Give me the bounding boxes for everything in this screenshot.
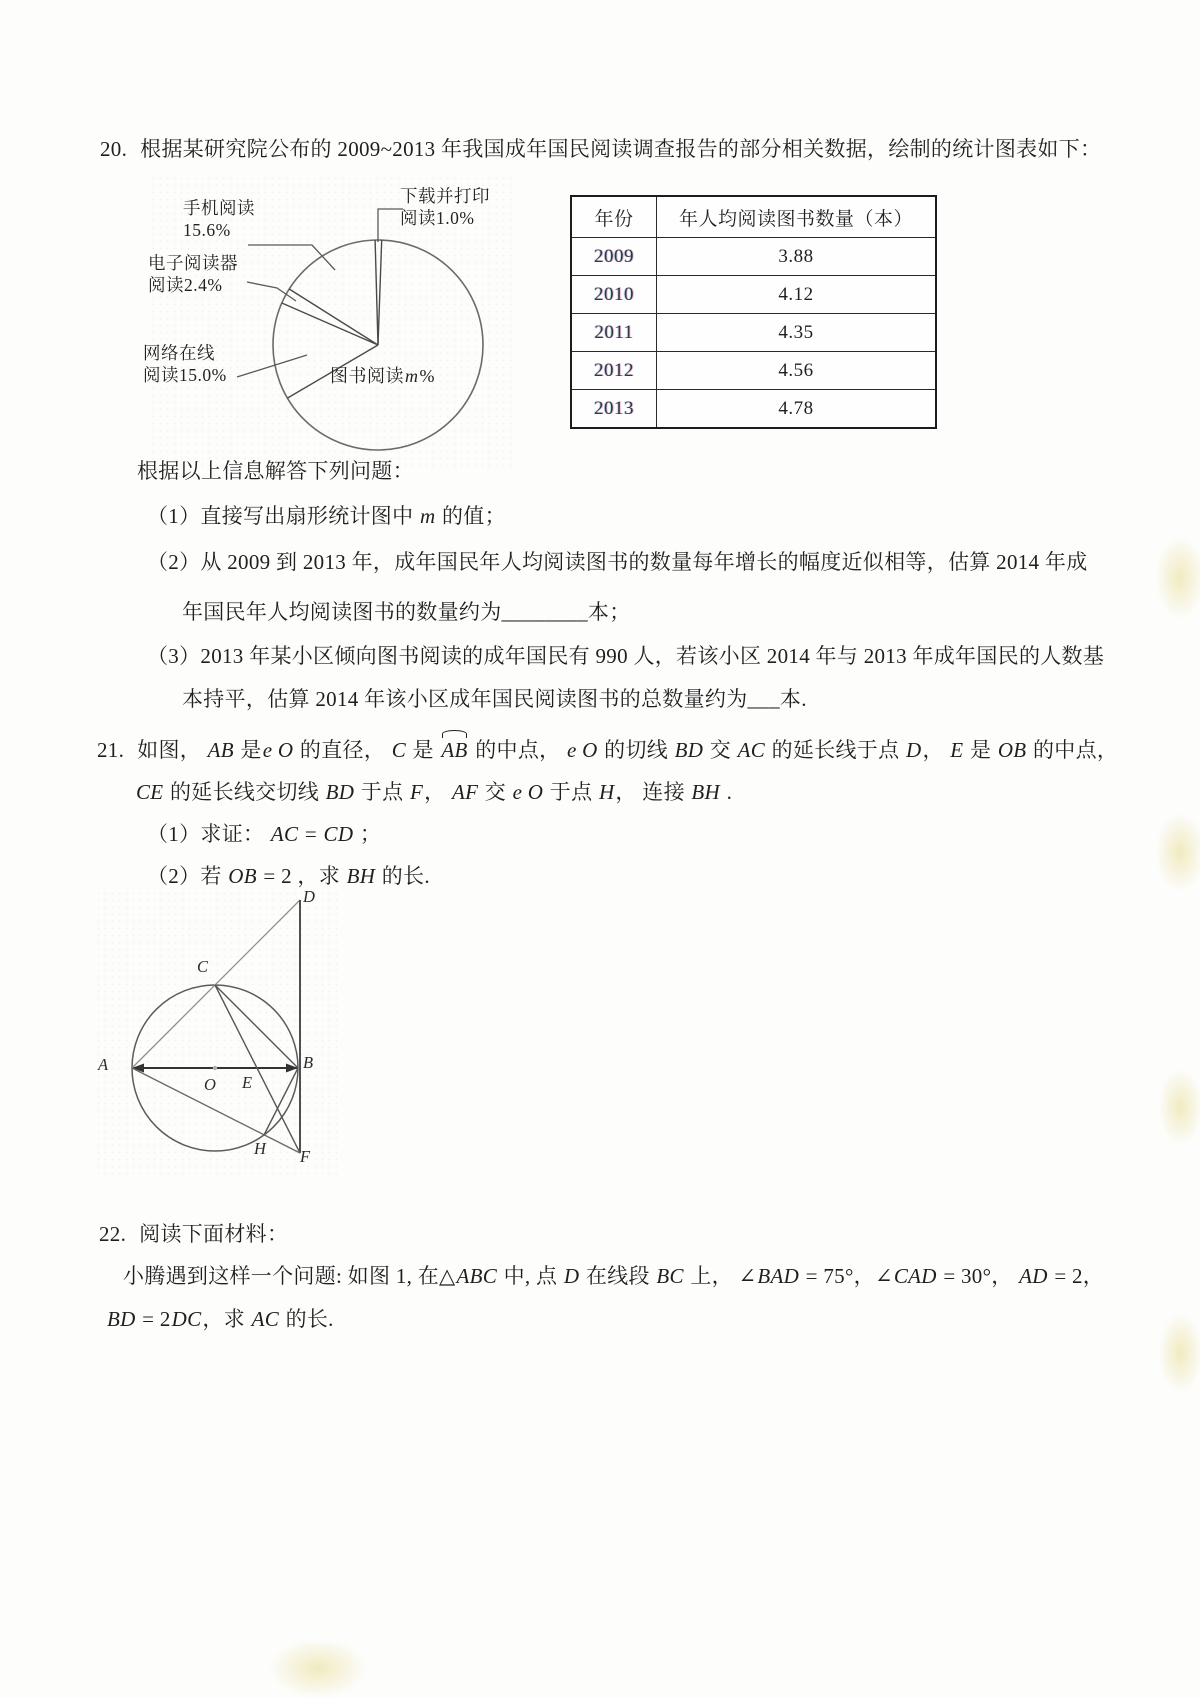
question-20-part1: （1）直接写出扇形统计图中 m 的值； [147,504,506,528]
table-row [572,237,935,275]
pie-slice-boundary [289,289,378,345]
table-header-cell: 年份 [572,197,657,237]
question-21-part1: （1）求证： AC = CD ； [147,822,382,846]
table-row [572,351,935,389]
scan-smudge [1158,1068,1200,1146]
table-row [572,389,935,427]
center-point-o [213,1066,217,1070]
table-row [572,275,935,313]
segment-bh [264,1068,298,1135]
value-cell: 4.35 [778,321,814,343]
pie-label-books: 图书阅读m% [330,366,435,386]
leader-line-mobile [248,245,335,270]
scan-smudge [1155,812,1200,892]
question-22-stem-line3: BD = 2DC，求 AC 的长. [107,1307,334,1331]
year-cell: 2010 [572,276,657,313]
value-cell: 4.78 [778,397,814,419]
chord-cb [215,985,298,1068]
question-21-part2: （2）若 OB = 2 ，求 BH 的长. [147,864,430,888]
question-20-part3-line1: （3）2013 年某小区倾向图书阅读的成年国民有 990 人，若该小区 2014 年与 2013 年成年国民的人数基 [147,644,1105,668]
point-label-o: O [204,1075,216,1094]
point-label-c: C [197,957,209,976]
question-20-part2-line1: （2）从 2009 到 2013 年，成年国民年人均阅读图书的数量每年增长的幅度近似相等，估算 2014 年成 [147,550,1088,574]
geometry-svg [90,880,320,1170]
value-cell: 4.56 [778,359,814,381]
year-cell: 2012 [572,352,657,389]
question-20-part3-line2: 本持平，估算 2014 年该小区成年国民阅读图书的总数量约为___本. [182,687,807,711]
scan-smudge [1155,535,1200,620]
point-label-f: F [300,1147,311,1166]
value-cell: 4.12 [778,283,814,305]
reading-table [570,195,937,429]
point-label-b: B [303,1053,314,1072]
pie-slice-boundary [282,303,378,345]
table-header-cell: 年人均阅读图书数量（本） [678,208,913,230]
table-header-row [572,197,935,237]
question-20-prompt: 根据以上信息解答下列问题： [137,459,414,483]
pie-label-download: 下载并打印 阅读1.0% [400,186,490,228]
question-22-stem-line2: 小腾遇到这样一个问题: 如图 1, 在△ABC 中, 点 D 在线段 BC 上， ∠BAD = 75°，∠CAD = 30°， AD = 2， [123,1264,1105,1288]
question-21-stem-line2: CE 的延长线交切线 BD 于点 F， AF 交 e O 于点 H， 连接 BH . [136,780,733,804]
pie-label-mobile: 手机阅读 15.6% [183,198,255,240]
value-cell: 3.88 [778,245,814,267]
question-20-stem-text: 根据某研究院公布的 2009~2013 年我国成年国民阅读调查报告的部分相关数据，绘制的统计图表如下： [140,137,1102,161]
pie-slice-boundary [375,240,378,345]
point-label-d: D [303,887,315,906]
question-20-stem [100,136,1101,163]
pie-label-ereader: 电子阅读器 阅读2.4% [148,253,238,295]
pie-label-online: 网络在线 阅读15.0% [143,343,227,385]
geometry-figure [90,880,320,1170]
scan-smudge [268,1638,368,1698]
year-cell: 2013 [572,390,657,427]
question-21-stem-line1 [97,737,1118,764]
point-label-e: E [242,1073,253,1092]
question-21-line1-text: 如图， AB 是e O 的直径， C 是 AB 的中点， e O 的切线 BD 交 AC 的延长线于点 D， E 是 OB 的中点， [137,738,1119,762]
leader-line-ereader [247,282,296,301]
question-22-number: 22. [99,1222,127,1246]
question-22-line1-text: 阅读下面材料： [139,1222,289,1246]
question-20-part2-line2: 年国民年人均阅读图书的数量约为________本； [182,600,631,624]
leader-line-online [237,355,307,377]
year-cell: 2009 [572,238,657,275]
pie-slice-boundary [378,240,382,345]
scan-smudge [1158,1312,1200,1394]
year-cell: 2011 [572,314,657,351]
line-ad [132,900,300,1068]
question-21-number: 21. [97,738,125,762]
line-af [132,1068,300,1153]
point-label-a: A [98,1055,109,1074]
question-22-header [99,1221,288,1248]
question-20-number: 20. [100,137,128,161]
point-label-h: H [254,1139,266,1158]
table-row [572,313,935,351]
